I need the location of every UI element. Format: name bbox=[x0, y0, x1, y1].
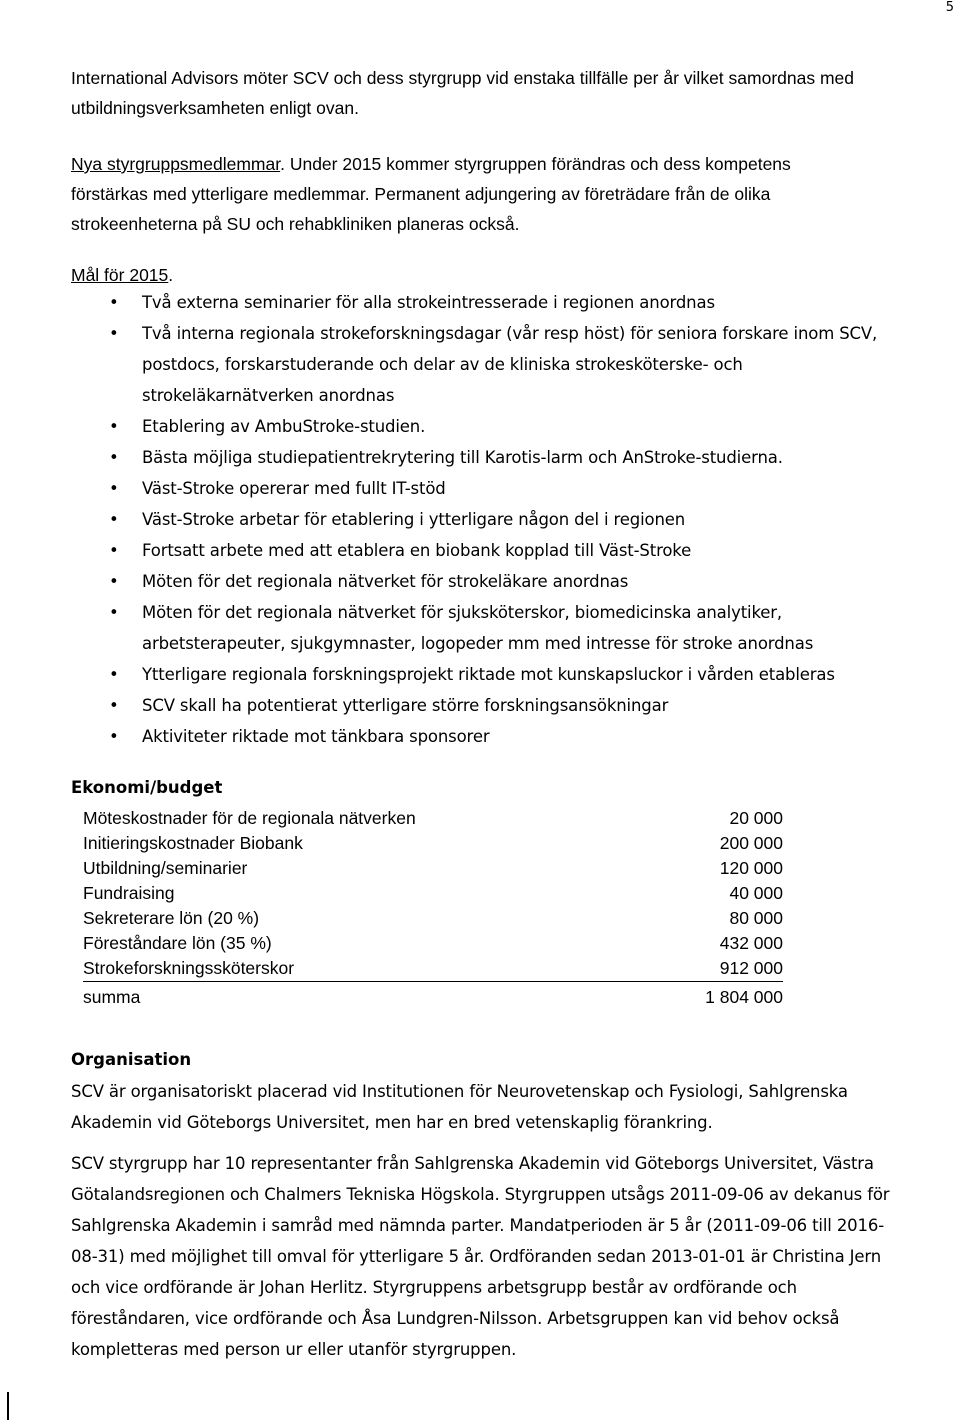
bullet-icon: • bbox=[109, 541, 119, 560]
new-members-line-3: strokeenheterna på SU och rehabkliniken planeras också. bbox=[71, 214, 520, 234]
organisation-line: 08-31) med möjlighet till omval för ytterligare 5 år. Ordföranden sedan 2013-01-01 är Christina Jern bbox=[71, 1247, 882, 1266]
goal-item bbox=[71, 411, 951, 442]
intro-paragraph bbox=[71, 63, 951, 123]
budget-item: Initieringskostnader Biobank bbox=[83, 833, 303, 853]
goal-line: Möten för det regionala nätverket för sjuksköterskor, biomedicinska analytiker, bbox=[142, 603, 782, 622]
budget-amount: 20 000 bbox=[729, 808, 783, 828]
goal-line: Bästa möjliga studiepatientrekrytering till Karotis-larm och AnStroke-studierna. bbox=[142, 448, 783, 467]
goal-item bbox=[71, 287, 951, 318]
budget-amount: 432 000 bbox=[719, 933, 783, 953]
budget-total-amount: 1 804 000 bbox=[705, 987, 783, 1007]
new-members-paragraph bbox=[71, 149, 951, 239]
budget-amount: 80 000 bbox=[729, 908, 783, 928]
goal-item bbox=[71, 721, 951, 752]
goal-line: postdocs, forskarstuderande och delar av de kliniska strokesköterske- och bbox=[142, 355, 743, 374]
goal-line: Möten för det regionala nätverket för strokeläkare anordnas bbox=[142, 572, 629, 591]
organisation-paragraph-1 bbox=[71, 1076, 951, 1138]
goal-line: Aktiviteter riktade mot tänkbara sponsorer bbox=[142, 727, 490, 746]
budget-heading: Ekonomi/budget bbox=[71, 778, 223, 797]
budget-item: Utbildning/seminarier bbox=[83, 858, 248, 878]
organisation-line: Götalandsregionen och Chalmers Tekniska Högskola. Styrgruppen utsågs 2011-09-06 av dekanus för bbox=[71, 1185, 890, 1204]
goal-line: strokeläkarnätverken anordnas bbox=[142, 386, 395, 405]
budget-item: Strokeforskningssköterskor bbox=[83, 956, 603, 982]
bullet-icon: • bbox=[109, 417, 119, 436]
new-members-line-1-rest: . Under 2015 kommer styrgruppen förändras och dess kompetens bbox=[280, 154, 791, 174]
goals-heading: Mål för 2015. bbox=[71, 265, 174, 285]
budget-total-label: summa bbox=[83, 987, 141, 1007]
organisation-line: kompletteras med person ur eller utanför styrgruppen. bbox=[71, 1340, 517, 1359]
goal-line: SCV skall ha potentierat ytterligare större forskningsansökningar bbox=[142, 696, 669, 715]
budget-amount: 120 000 bbox=[719, 858, 783, 878]
goal-line: Två externa seminarier för alla strokeintresserade i regionen anordnas bbox=[142, 293, 715, 312]
goal-item bbox=[71, 535, 951, 566]
budget-row bbox=[83, 881, 783, 906]
bullet-icon: • bbox=[109, 510, 119, 529]
budget-amount: 200 000 bbox=[719, 833, 783, 853]
goals-list bbox=[71, 287, 951, 752]
goal-item bbox=[71, 318, 951, 411]
bullet-icon: • bbox=[109, 293, 119, 312]
organisation-line: föreståndaren, vice ordförande och Åsa Lundgren-Nilsson. Arbetsgruppen kan vid behov också bbox=[71, 1309, 840, 1328]
budget-row bbox=[83, 831, 783, 856]
organisation-heading: Organisation bbox=[71, 1050, 192, 1069]
bullet-icon: • bbox=[109, 665, 119, 684]
goal-item bbox=[71, 597, 951, 659]
budget-row bbox=[83, 806, 783, 831]
budget-item: Möteskostnader för de regionala nätverken bbox=[83, 808, 416, 828]
goal-item bbox=[71, 659, 951, 690]
budget-row bbox=[83, 956, 783, 982]
budget-item: Sekreterare lön (20 %) bbox=[83, 908, 260, 928]
budget-amount: 912 000 bbox=[603, 956, 783, 982]
goal-item bbox=[71, 566, 951, 597]
budget-item: Föreståndare lön (35 %) bbox=[83, 933, 272, 953]
goal-item bbox=[71, 504, 951, 535]
goal-line: Fortsatt arbete med att etablera en biobank kopplad till Väst-Stroke bbox=[142, 541, 692, 560]
new-members-line-2: förstärkas med ytterligare medlemmar. Permanent adjungering av företrädare från de olika bbox=[71, 184, 771, 204]
document-body bbox=[71, 63, 951, 1365]
budget-item: Fundraising bbox=[83, 883, 175, 903]
goal-line: Väst-Stroke arbetar för etablering i ytterligare någon del i regionen bbox=[142, 510, 686, 529]
bullet-icon: • bbox=[109, 727, 119, 746]
goal-line: Väst-Stroke opererar med fullt IT-stöd bbox=[142, 479, 446, 498]
goal-line: Två interna regionala strokeforskningsdagar (vår resp höst) för seniora forskare inom SCV, bbox=[142, 324, 878, 343]
intro-line-1: International Advisors möter SCV och dess styrgrupp vid enstaka tillfälle per år vilket samordnas med bbox=[71, 68, 854, 88]
organisation-line: SCV är organisatoriskt placerad vid Institutionen för Neurovetenskap och Fysiologi, Sahlgrenska bbox=[71, 1082, 848, 1101]
new-members-line-1 bbox=[71, 149, 951, 179]
organisation-line: SCV styrgrupp har 10 representanter från Sahlgrenska Akademin vid Göteborgs Universitet, Västra bbox=[71, 1154, 874, 1173]
organisation-line: Akademin vid Göteborgs Universitet, men har en bred vetenskaplig förankring. bbox=[71, 1113, 713, 1132]
bullet-icon: • bbox=[109, 448, 119, 467]
margin-line bbox=[7, 1392, 9, 1420]
budget-row bbox=[83, 856, 783, 881]
bullet-icon: • bbox=[109, 572, 119, 591]
bullet-icon: • bbox=[109, 603, 119, 622]
budget-row bbox=[83, 931, 783, 956]
goal-line: Ytterligare regionala forskningsprojekt riktade mot kunskapsluckor i vården etableras bbox=[142, 665, 835, 684]
bullet-icon: • bbox=[109, 324, 119, 343]
organisation-paragraph-2 bbox=[71, 1148, 951, 1365]
goal-item bbox=[71, 442, 951, 473]
bullet-icon: • bbox=[109, 479, 119, 498]
organisation-line: och vice ordförande är Johan Herlitz. Styrgruppens arbetsgrupp består av ordförande och bbox=[71, 1278, 797, 1297]
budget-row bbox=[83, 906, 783, 931]
new-members-label: Nya styrgruppsmedlemmar bbox=[71, 154, 281, 174]
goal-line: Etablering av AmbuStroke-studien. bbox=[142, 417, 426, 436]
goal-item bbox=[71, 473, 951, 504]
organisation-line: Sahlgrenska Akademin i samråd med nämnda parter. Mandatperioden är 5 år (2011-09-06 till 2016- bbox=[71, 1216, 885, 1235]
budget-table bbox=[83, 806, 783, 1012]
page-number: 5 bbox=[945, 0, 954, 15]
budget-total-row bbox=[83, 982, 783, 1013]
goal-line: arbetsterapeuter, sjukgymnaster, logopeder mm med intresse för stroke anordnas bbox=[142, 634, 814, 653]
goal-item bbox=[71, 690, 951, 721]
budget-amount: 40 000 bbox=[729, 883, 783, 903]
bullet-icon: • bbox=[109, 696, 119, 715]
intro-line-2: utbildningsverksamheten enligt ovan. bbox=[71, 98, 359, 118]
